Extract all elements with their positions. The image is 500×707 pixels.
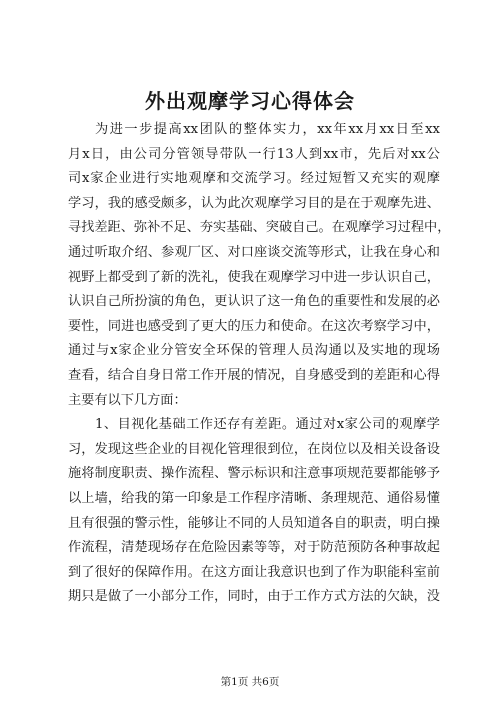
paragraph-2 bbox=[68, 413, 440, 610]
text-line: 要性，同进也感受到了更大的压力和使命。在这次考察学习中， bbox=[68, 318, 440, 334]
text-line: 期只是做了一小部分工作，同时，由于工作方式方法的欠缺，没 bbox=[68, 589, 440, 605]
document-body bbox=[68, 118, 451, 610]
text-line: 习，发现这些企业的目视化管理很到位，在岗位以及相关设备设 bbox=[68, 441, 440, 457]
text-line: 通过与x家企业分管安全环保的管理人员沟通以及实地的现场 bbox=[68, 343, 440, 359]
document-title: 外出观摩学习心得体会 bbox=[145, 89, 355, 113]
text-line: 通过听取介绍、参观厂区、对口座谈交流等形式，让我在身心和 bbox=[68, 244, 440, 260]
text-line: 司x家企业进行实地观摩和交流学习。经过短暂又充实的观摩 bbox=[68, 171, 440, 187]
text-line: 以上墙，给我的第一印象是工作程序清晰、条理规范、通俗易懂 bbox=[68, 490, 440, 506]
text-line: 为进一步提高xx团队的整体实力，xx年xx月xx日至xx bbox=[95, 122, 440, 137]
text-line: 主要有以下几方面： bbox=[68, 392, 187, 408]
text-line: 视野上都受到了新的洗礼，使我在观摩学习中进一步认识自己， bbox=[68, 269, 440, 285]
text-line: 1、目视化基础工作还存有差距。通过对x家公司的观摩学 bbox=[95, 417, 440, 433]
text-line: 月x日，由公司分管领导带队一行13人到xx市，先后对xx公 bbox=[68, 146, 440, 162]
text-line: 作流程，清楚现场存在危险因素等等，对于防范预防各种事故起 bbox=[68, 540, 440, 556]
text-line: 认识自己所扮演的角色，更认识了这一角色的重要性和发展的必 bbox=[68, 294, 440, 310]
paragraph-1 bbox=[68, 118, 451, 413]
text-line: 寻找差距、弥补不足、夯实基础、突破自己。在观摩学习过程中， bbox=[68, 220, 451, 236]
text-line: 且有很强的警示性，能够让不同的人员知道各自的职责，明白操 bbox=[68, 515, 440, 531]
text-line: 到了很好的保障作用。在这方面让我意识也到了作为职能科室前 bbox=[68, 564, 440, 580]
text-line: 查看，结合自身日常工作开展的情况，自身感受到的差距和心得 bbox=[68, 367, 440, 383]
page-number-footer: 第1页 共6页 bbox=[220, 676, 280, 688]
text-line: 施将制度职责、操作流程、警示标识和注意事项规范要都能够予 bbox=[68, 466, 440, 482]
text-line: 学习，我的感受颇多，认为此次观摩学习目的是在于观摩先进、 bbox=[68, 195, 440, 211]
